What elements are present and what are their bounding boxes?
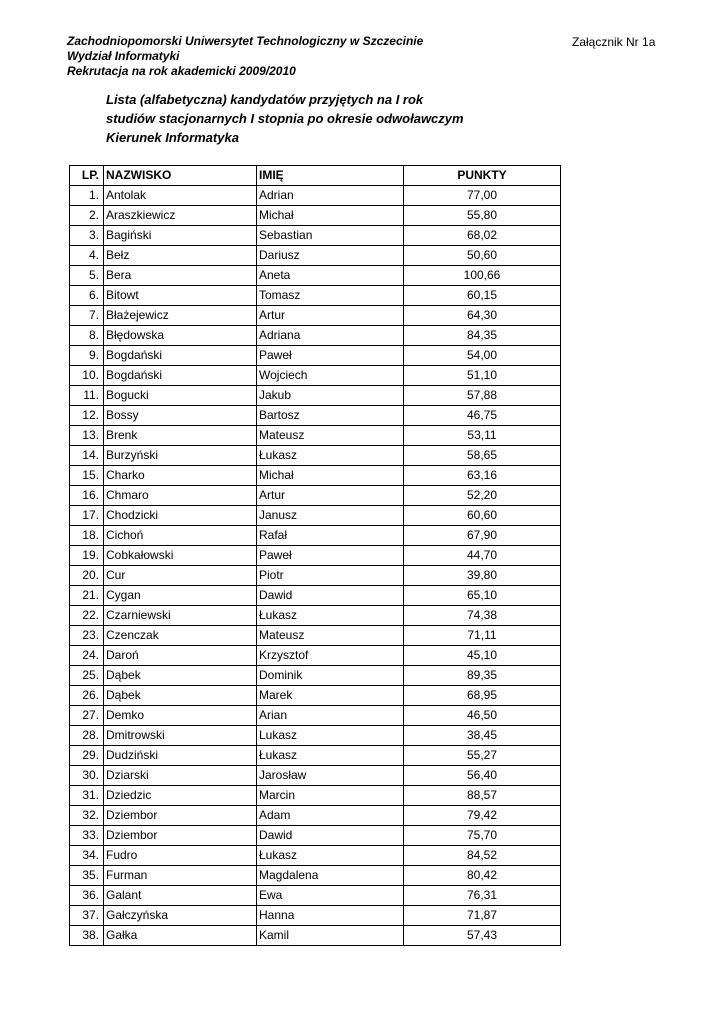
surname-cell: Antolak (104, 186, 257, 206)
table-row (70, 186, 561, 206)
surname-cell: Czenczak (104, 626, 257, 646)
table-header-row (70, 166, 561, 186)
points-cell: 84,52 (404, 846, 561, 866)
table-row (70, 726, 561, 746)
firstname-cell: Michał (257, 466, 404, 486)
points-cell: 79,42 (404, 806, 561, 826)
firstname-cell: Łukasz (257, 446, 404, 466)
table-row (70, 646, 561, 666)
table-row (70, 506, 561, 526)
surname-cell: Dziembor (104, 826, 257, 846)
row-number: 21. (70, 586, 104, 606)
table-row (70, 366, 561, 386)
firstname-cell: Dominik (257, 666, 404, 686)
row-number: 20. (70, 566, 104, 586)
table-row (70, 866, 561, 886)
table-row (70, 886, 561, 906)
row-number: 1. (70, 186, 104, 206)
firstname-cell: Dariusz (257, 246, 404, 266)
surname-cell: Gałka (104, 926, 257, 946)
firstname-cell: Mateusz (257, 426, 404, 446)
points-cell: 52,20 (404, 486, 561, 506)
firstname-cell: Marcin (257, 786, 404, 806)
firstname-cell: Aneta (257, 266, 404, 286)
row-number: 10. (70, 366, 104, 386)
university-name: Zachodniopomorski Uniwersytet Technologiczny w Szczecinie (67, 34, 424, 48)
points-cell: 68,02 (404, 226, 561, 246)
points-cell: 39,80 (404, 566, 561, 586)
table-row (70, 746, 561, 766)
firstname-cell: Krzysztof (257, 646, 404, 666)
firstname-cell: Sebastian (257, 226, 404, 246)
firstname-cell: Arian (257, 706, 404, 726)
row-number: 31. (70, 786, 104, 806)
points-cell: 57,43 (404, 926, 561, 946)
surname-cell: Bełz (104, 246, 257, 266)
surname-cell: Czarniewski (104, 606, 257, 626)
firstname-cell: Tomasz (257, 286, 404, 306)
row-number: 8. (70, 326, 104, 346)
row-number: 36. (70, 886, 104, 906)
table-row (70, 266, 561, 286)
surname-cell: Bogdański (104, 366, 257, 386)
row-number: 4. (70, 246, 104, 266)
surname-cell: Dziembor (104, 806, 257, 826)
surname-cell: Galant (104, 886, 257, 906)
title-line-2: studiów stacjonarnych I stopnia po okresie odwoławczym (106, 111, 464, 126)
table-row (70, 786, 561, 806)
firstname-cell: Bartosz (257, 406, 404, 426)
table-row (70, 246, 561, 266)
points-cell: 84,35 (404, 326, 561, 346)
row-number: 17. (70, 506, 104, 526)
table-row (70, 226, 561, 246)
row-number: 18. (70, 526, 104, 546)
points-cell: 65,10 (404, 586, 561, 606)
surname-cell: Araszkiewicz (104, 206, 257, 226)
points-cell: 75,70 (404, 826, 561, 846)
row-number: 28. (70, 726, 104, 746)
points-cell: 89,35 (404, 666, 561, 686)
recruitment-year: Rekrutacja na rok akademicki 2009/2010 (67, 64, 296, 78)
column-header-points: PUNKTY (404, 166, 561, 186)
surname-cell: Daroń (104, 646, 257, 666)
surname-cell: Furman (104, 866, 257, 886)
row-number: 29. (70, 746, 104, 766)
firstname-cell: Magdalena (257, 866, 404, 886)
points-cell: 55,80 (404, 206, 561, 226)
surname-cell: Chodzicki (104, 506, 257, 526)
document-header (67, 34, 423, 79)
firstname-cell: Wojciech (257, 366, 404, 386)
points-cell: 60,60 (404, 506, 561, 526)
row-number: 34. (70, 846, 104, 866)
table-row (70, 546, 561, 566)
firstname-cell: Dawid (257, 586, 404, 606)
column-header-lp: LP. (70, 166, 104, 186)
firstname-cell: Artur (257, 306, 404, 326)
surname-cell: Bagiński (104, 226, 257, 246)
table-row (70, 926, 561, 946)
firstname-cell: Jarosław (257, 766, 404, 786)
table-row (70, 606, 561, 626)
points-cell: 50,60 (404, 246, 561, 266)
points-cell: 56,40 (404, 766, 561, 786)
table-row (70, 326, 561, 346)
table-row (70, 846, 561, 866)
candidates-table (69, 165, 561, 946)
row-number: 19. (70, 546, 104, 566)
points-cell: 55,27 (404, 746, 561, 766)
points-cell: 51,10 (404, 366, 561, 386)
surname-cell: Dąbek (104, 686, 257, 706)
surname-cell: Dmitrowski (104, 726, 257, 746)
points-cell: 63,16 (404, 466, 561, 486)
surname-cell: Bitowt (104, 286, 257, 306)
points-cell: 71,11 (404, 626, 561, 646)
table-row (70, 586, 561, 606)
surname-cell: Dudziński (104, 746, 257, 766)
surname-cell: Dziarski (104, 766, 257, 786)
points-cell: 71,87 (404, 906, 561, 926)
points-cell: 57,88 (404, 386, 561, 406)
table-row (70, 386, 561, 406)
firstname-cell: Łukasz (257, 606, 404, 626)
table-row (70, 346, 561, 366)
row-number: 12. (70, 406, 104, 426)
firstname-cell: Adam (257, 806, 404, 826)
firstname-cell: Paweł (257, 346, 404, 366)
firstname-cell: Łukasz (257, 746, 404, 766)
points-cell: 64,30 (404, 306, 561, 326)
firstname-cell: Adrian (257, 186, 404, 206)
surname-cell: Gałczyńska (104, 906, 257, 926)
row-number: 11. (70, 386, 104, 406)
firstname-cell: Piotr (257, 566, 404, 586)
surname-cell: Bossy (104, 406, 257, 426)
firstname-cell: Michał (257, 206, 404, 226)
firstname-cell: Lukasz (257, 726, 404, 746)
points-cell: 67,90 (404, 526, 561, 546)
annex-label: Załącznik Nr 1a (572, 35, 656, 49)
row-number: 9. (70, 346, 104, 366)
firstname-cell: Marek (257, 686, 404, 706)
row-number: 15. (70, 466, 104, 486)
faculty-name: Wydział Informatyki (67, 49, 180, 63)
row-number: 32. (70, 806, 104, 826)
table-row (70, 806, 561, 826)
row-number: 3. (70, 226, 104, 246)
firstname-cell: Artur (257, 486, 404, 506)
table-row (70, 766, 561, 786)
surname-cell: Bogdański (104, 346, 257, 366)
surname-cell: Demko (104, 706, 257, 726)
table-row (70, 306, 561, 326)
title-line-1: Lista (alfabetyczna) kandydatów przyjętych na I rok (106, 92, 424, 107)
row-number: 37. (70, 906, 104, 926)
points-cell: 46,50 (404, 706, 561, 726)
row-number: 25. (70, 666, 104, 686)
table-row (70, 206, 561, 226)
column-header-surname: NAZWISKO (104, 166, 257, 186)
row-number: 24. (70, 646, 104, 666)
points-cell: 46,75 (404, 406, 561, 426)
points-cell: 76,31 (404, 886, 561, 906)
points-cell: 88,57 (404, 786, 561, 806)
points-cell: 68,95 (404, 686, 561, 706)
surname-cell: Błażejewicz (104, 306, 257, 326)
surname-cell: Chmaro (104, 486, 257, 506)
surname-cell: Brenk (104, 426, 257, 446)
points-cell: 80,42 (404, 866, 561, 886)
table-row (70, 286, 561, 306)
table-row (70, 526, 561, 546)
points-cell: 44,70 (404, 546, 561, 566)
firstname-cell: Dawid (257, 826, 404, 846)
surname-cell: Cobkałowski (104, 546, 257, 566)
row-number: 33. (70, 826, 104, 846)
surname-cell: Dziedzic (104, 786, 257, 806)
firstname-cell: Jakub (257, 386, 404, 406)
firstname-cell: Mateusz (257, 626, 404, 646)
table-row (70, 686, 561, 706)
firstname-cell: Łukasz (257, 846, 404, 866)
table-row (70, 706, 561, 726)
column-header-firstname: IMIĘ (257, 166, 404, 186)
surname-cell: Bogucki (104, 386, 257, 406)
firstname-cell: Janusz (257, 506, 404, 526)
table-row (70, 666, 561, 686)
surname-cell: Cichoń (104, 526, 257, 546)
row-number: 23. (70, 626, 104, 646)
table-row (70, 826, 561, 846)
firstname-cell: Paweł (257, 546, 404, 566)
title-line-3: Kierunek Informatyka (106, 130, 239, 145)
points-cell: 54,00 (404, 346, 561, 366)
list-title (106, 90, 464, 147)
surname-cell: Błędowska (104, 326, 257, 346)
row-number: 26. (70, 686, 104, 706)
points-cell: 38,45 (404, 726, 561, 746)
row-number: 5. (70, 266, 104, 286)
firstname-cell: Rafał (257, 526, 404, 546)
points-cell: 74,38 (404, 606, 561, 626)
surname-cell: Cygan (104, 586, 257, 606)
row-number: 22. (70, 606, 104, 626)
surname-cell: Dąbek (104, 666, 257, 686)
points-cell: 100,66 (404, 266, 561, 286)
firstname-cell: Adriana (257, 326, 404, 346)
table-row (70, 426, 561, 446)
row-number: 35. (70, 866, 104, 886)
row-number: 7. (70, 306, 104, 326)
row-number: 14. (70, 446, 104, 466)
firstname-cell: Kamil (257, 926, 404, 946)
row-number: 38. (70, 926, 104, 946)
points-cell: 58,65 (404, 446, 561, 466)
surname-cell: Burzyński (104, 446, 257, 466)
points-cell: 45,10 (404, 646, 561, 666)
firstname-cell: Hanna (257, 906, 404, 926)
firstname-cell: Ewa (257, 886, 404, 906)
table-row (70, 566, 561, 586)
surname-cell: Charko (104, 466, 257, 486)
surname-cell: Bera (104, 266, 257, 286)
points-cell: 77,00 (404, 186, 561, 206)
row-number: 6. (70, 286, 104, 306)
table-row (70, 406, 561, 426)
table-row (70, 446, 561, 466)
row-number: 27. (70, 706, 104, 726)
table-row (70, 486, 561, 506)
points-cell: 60,15 (404, 286, 561, 306)
surname-cell: Cur (104, 566, 257, 586)
table-row (70, 466, 561, 486)
points-cell: 53,11 (404, 426, 561, 446)
row-number: 13. (70, 426, 104, 446)
table-row (70, 626, 561, 646)
row-number: 30. (70, 766, 104, 786)
table-row (70, 906, 561, 926)
row-number: 16. (70, 486, 104, 506)
row-number: 2. (70, 206, 104, 226)
surname-cell: Fudro (104, 846, 257, 866)
